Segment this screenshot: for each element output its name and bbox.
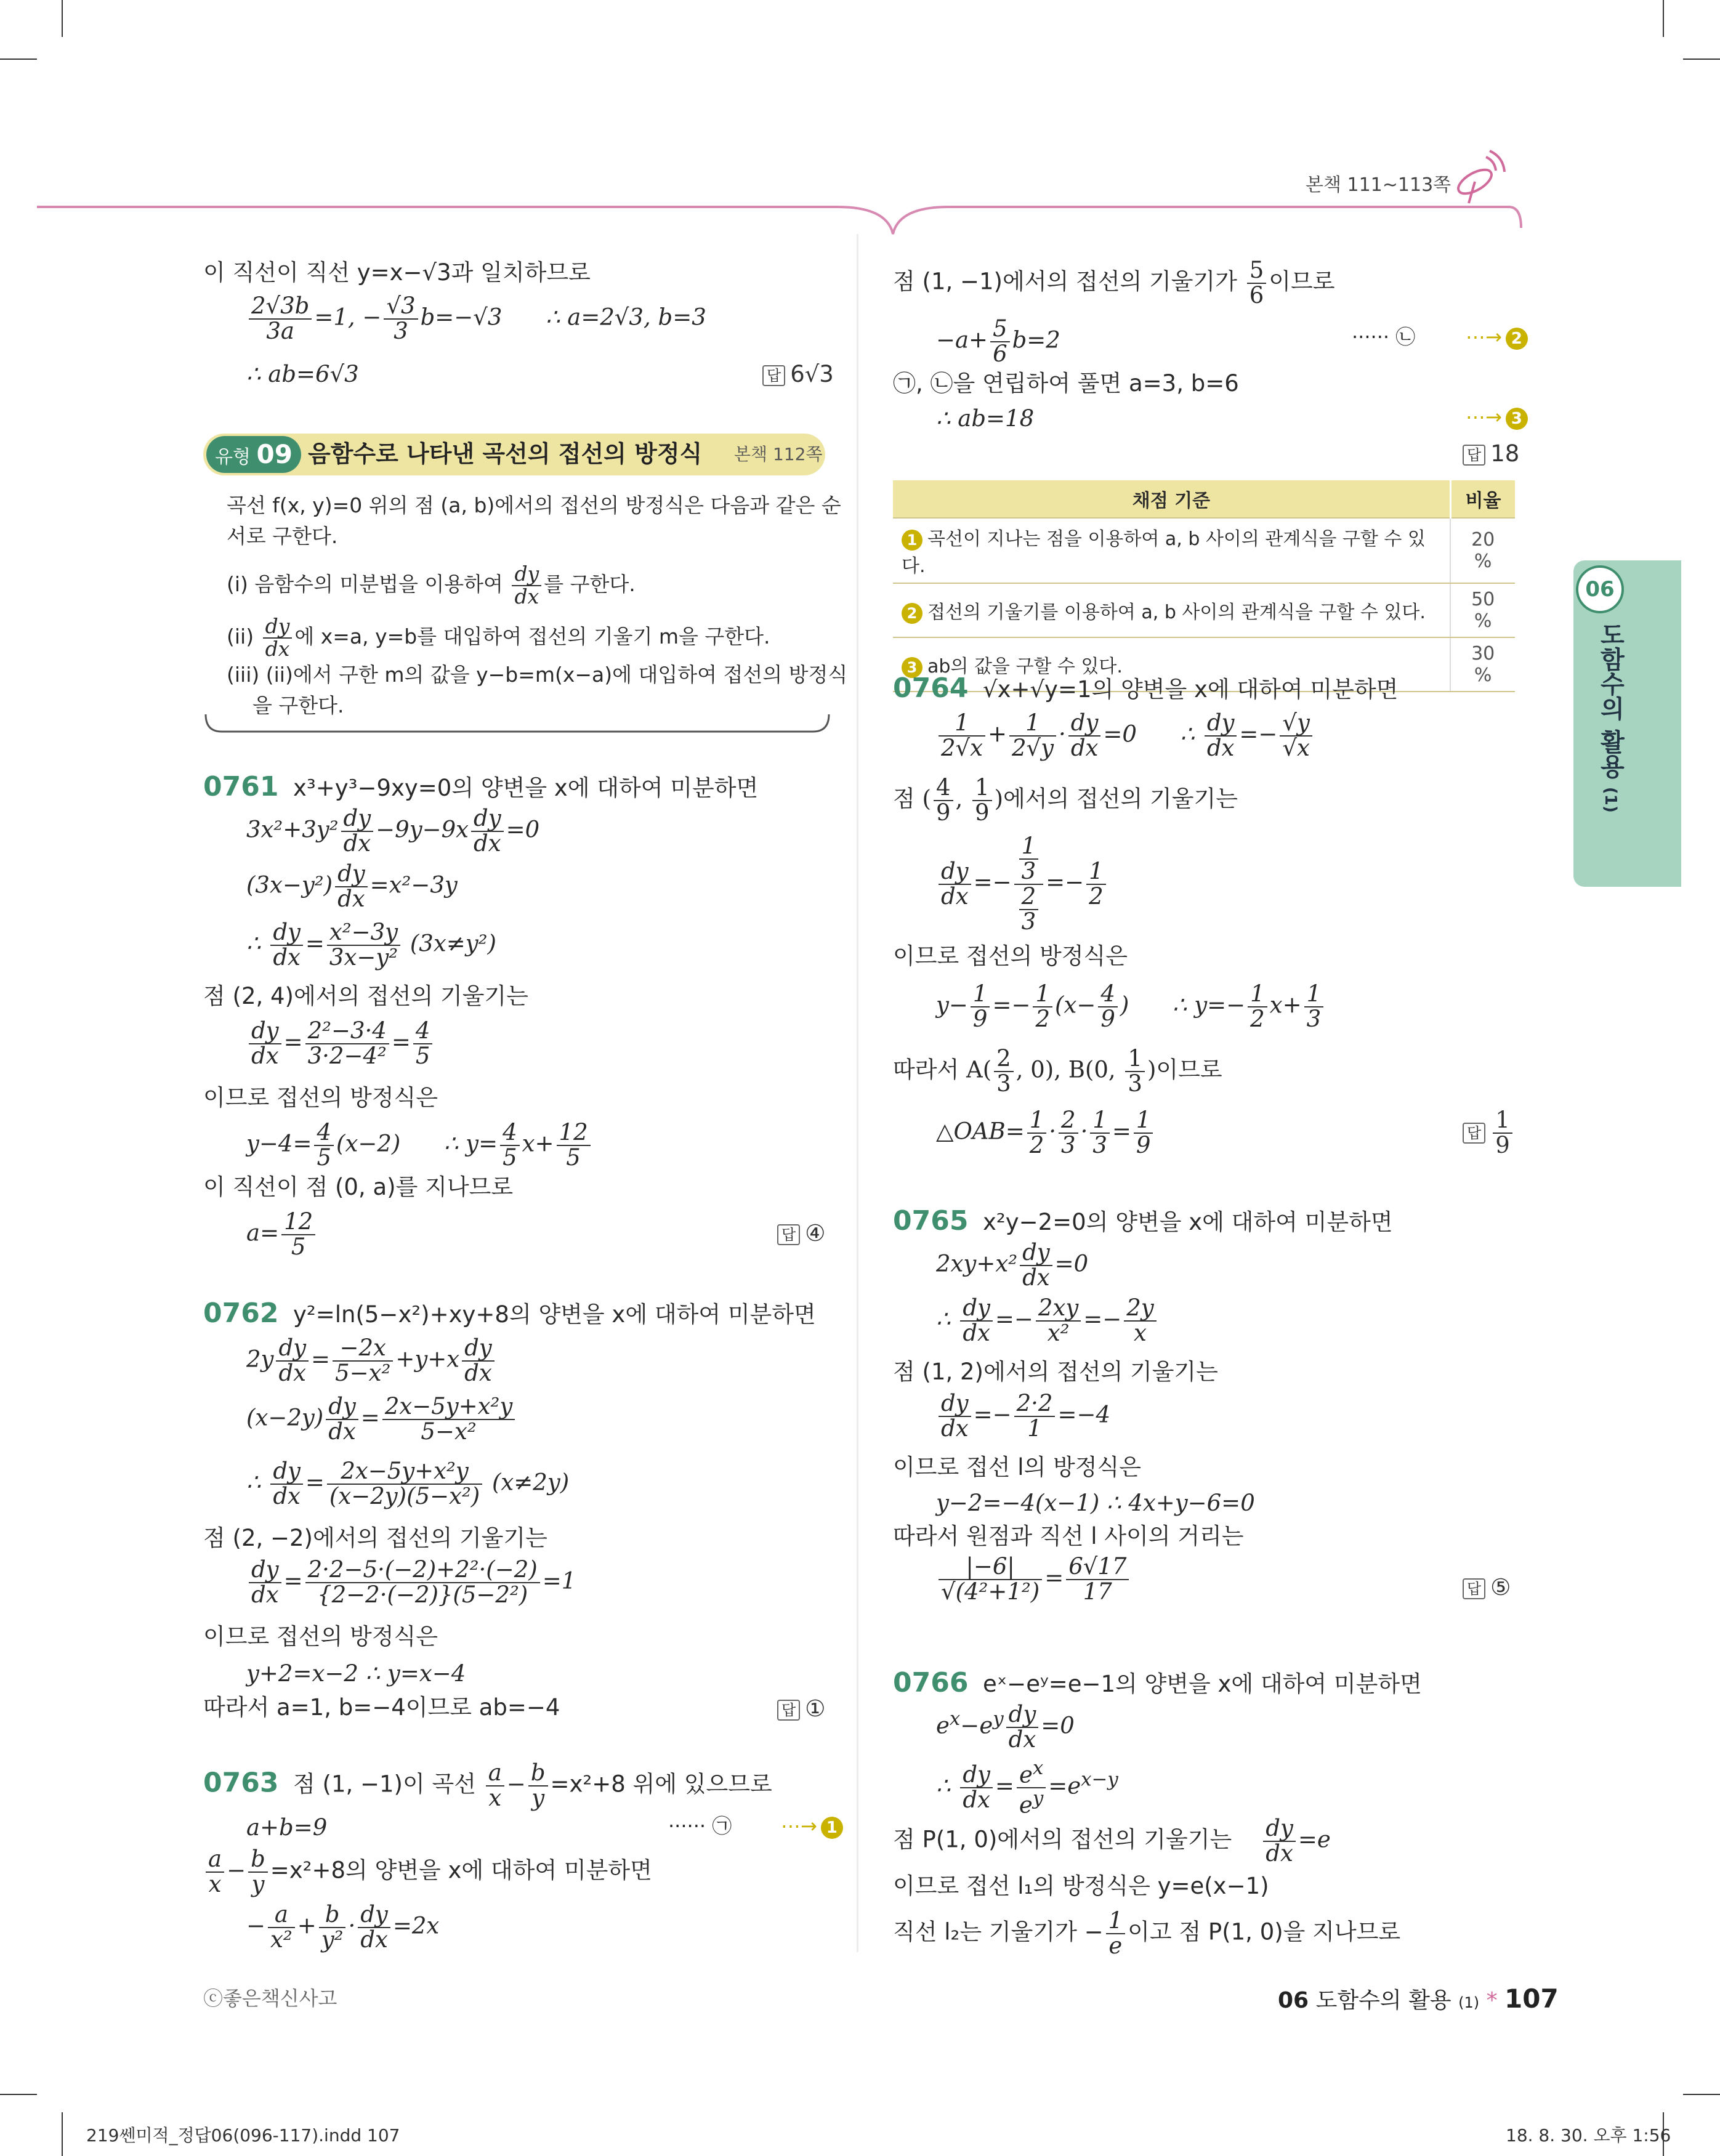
text-line: 직선 l₂는 기울기가 − $\frac{1}{e}$ 이고 점 P(1, 0)을 지나므로 — [893, 1907, 1401, 1959]
footer-chapter — [1278, 1983, 1559, 2016]
problem-text: √x+√y=1의 양변을 x에 대하여 미분하면 — [983, 676, 1399, 703]
problem-0761 — [203, 770, 758, 804]
problem-number: 0761 — [203, 771, 279, 802]
answer-mark: 답 ⑤ — [1463, 1573, 1511, 1602]
answer-mark: 답 $\frac{1}{9}$ — [1463, 1108, 1515, 1158]
answer-mark: 답 ④ — [777, 1219, 825, 1248]
equation-text: =2x — [392, 1912, 440, 1939]
equation-line: a= $\frac{12}{5}$ — [246, 1210, 318, 1259]
equation-line: $\frac{a}{x}$ − $\frac{b}{y}$ =x²+8의 양변을 x에 대하여 미분하면 — [203, 1847, 652, 1897]
type-number: 09 — [256, 439, 293, 469]
table-cell: 50 % — [1450, 583, 1515, 637]
table-cell: ab의 값을 구할 수 있다. — [927, 656, 1123, 677]
footer-chapter-number: 06 — [1278, 1988, 1309, 2013]
type-tag: 유형 — [215, 446, 251, 468]
equation-line: −a+ $\frac{5}{6}$ b=2 — [936, 315, 1060, 367]
text-part: 이고 점 P(1, 0)을 지나므로 — [1128, 1918, 1401, 1945]
text-line: 이 직선이 직선 y=x−√3과 일치하므로 — [203, 259, 591, 286]
text-part: 점 (1, −1)에서의 접선의 기울기가 — [893, 268, 1237, 295]
publisher: ⓒ좋은책신사고 — [203, 1987, 337, 2010]
table-header: 채점 기준 — [893, 480, 1450, 518]
equation-line: ∴ $\frac{dy}{dx}$ =− $\frac{2xy}{\text{x²}}$ =− $\frac{2y}{x}$ — [936, 1296, 1159, 1346]
equation-line: a+b=9 — [246, 1814, 328, 1841]
answer-value: ① — [805, 1695, 826, 1722]
box-text: (i) 음함수의 미분법을 이용하여 $\frac{dy}{dx}$ 를 구한다. — [227, 562, 636, 608]
text-line: 이므로 접선 l의 방정식은 — [893, 1454, 1141, 1480]
problem-number: 0763 — [203, 1767, 279, 1799]
text-line: 점 P(1, 0)에서의 접선의 기울기는 $\frac{dy}{dx}$ =e — [893, 1815, 1331, 1867]
equation-line: 2xy+x² $\frac{dy}{dx}$ =0 — [936, 1239, 1089, 1291]
text-line: 이므로 접선의 방정식은 — [203, 1084, 438, 1111]
crop-mark — [0, 2094, 37, 2095]
step-marker: ⋯→ 2 — [1466, 325, 1528, 350]
text-part: 점 P(1, 0)에서의 접선의 기울기는 — [893, 1826, 1232, 1853]
equation-line: $\frac{dy}{dx}$ = $\frac{\text{2²−3·4}}{\text{3·2−4²}}$ = $\frac{4}{5}$ — [246, 1019, 435, 1068]
equation-line: $\frac{dy}{dx}$ =− $\frac{2\cdot 2}{1}$ =−4 — [936, 1392, 1110, 1441]
text-line: 따라서 원점과 직선 l 사이의 거리는 — [893, 1523, 1244, 1549]
marker-dots: ······ ㉠ — [668, 1814, 732, 1838]
equation-line: y−2=−4(x−1) ∴ 4x+y−6=0 — [936, 1490, 1255, 1516]
box-bottom-rule — [203, 714, 831, 745]
equation-line: ∴ $\frac{dy}{dx}$ = $\frac{\text{x²−3y}}{\text{3x−y²}}$ (3x≠y²) — [246, 919, 496, 971]
equation-line: 3x²+3y² $\frac{dy}{dx}$ −9y−9x $\frac{dy}{dx}$ =0 — [246, 805, 540, 857]
type-title: 음함수로 나타낸 곡선의 접선의 방정식 — [308, 440, 703, 467]
footer-chapter-title: 도함수의 활용 — [1315, 1988, 1452, 2013]
text-line: 점 (2, −2)에서의 접선의 기울기는 — [203, 1525, 547, 1551]
table-cell: 접선의 기울기를 이용하여 a, b 사이의 관계식을 구할 수 있다. — [927, 602, 1426, 623]
equation-line: $e^x-e^y$ $\frac{dy}{dx}$ =0 — [936, 1701, 1075, 1753]
equation-line: 2y $\frac{dy}{dx}$ = $\frac{-2x}{\text{5−x²}}$ +y+x $\frac{dy}{dx}$ — [246, 1336, 497, 1386]
chapter-tab-label — [1593, 622, 1628, 813]
text-line: 이므로 접선 l₁의 방정식은 y=e(x−1) — [893, 1873, 1269, 1899]
answer-mark: 답 18 — [1463, 440, 1519, 468]
table-row: 3 ab의 값을 구할 수 있다. 30 % — [893, 637, 1515, 692]
crop-mark — [62, 2112, 63, 2156]
equation-line: $\frac{1}{2√x}$ + $\frac{1}{2√y}$ · $\frac{dy}{dx}$ =0 ∴ $\frac{dy}{dx}$ =− $\frac{√y}{√x}$ — [936, 711, 1315, 761]
text-line: 이 직선이 점 (0, a)를 지나므로 — [203, 1174, 514, 1200]
equation-line: (x−2y) $\frac{dy}{dx}$ = $\frac{\text{2x−5y+x²y}}{\text{5−x²}}$ — [246, 1395, 517, 1444]
equation-line: ∴ ab=6√3 — [246, 361, 359, 387]
text-line: 이므로 접선의 방정식은 — [203, 1623, 438, 1650]
crop-mark — [1683, 2094, 1720, 2095]
answer-mark: 답 6√3 — [762, 360, 834, 389]
equation-line: y+2=x−2 ∴ y=x−4 — [246, 1660, 466, 1687]
box-text-part: (ii) — [227, 624, 254, 649]
problem-number: 0766 — [893, 1667, 969, 1698]
equation-line: y− $\frac{1}{9}$ =− $\frac{1}{2}$ (x− $\frac{4}{9}$ ) ∴ y=− $\frac{1}{2}$ x+ $\frac{1}{3}$ — [936, 982, 1326, 1032]
equation-text: =x²+8의 양변을 x에 대하여 미분하면 — [270, 1857, 652, 1884]
page-number: 107 — [1504, 1984, 1559, 2014]
equation-text: −a+ — [936, 326, 988, 353]
equation-line: − $\frac{a}{\text{x²}}$ + $\frac{b}{\text{y²}}$ · $\frac{dy}{dx}$ =2x — [246, 1901, 440, 1953]
header-rule — [37, 197, 1527, 246]
box-text: 곡선 f(x, y)=0 위의 점 (a, b)에서의 접선의 방정식은 다음과 같은 순 — [227, 493, 841, 517]
box-text-part: 에 x=a, y=b를 대입하여 접선의 기울기 m을 구한다. — [294, 624, 770, 649]
problem-0765 — [893, 1204, 1393, 1238]
footer-chapter-sub: (1) — [1458, 1994, 1480, 2011]
text-line: ㉠, ㉡을 연립하여 풀면 a=3, b=6 — [893, 370, 1239, 397]
equation-line: $\frac{dy}{dx}$ =− $\frac{\frac{1}{3}}{\frac{2}{3}}$ =− $\frac{1}{2}$ — [936, 834, 1108, 934]
problem-text: 점 (1, −1)이 곡선 — [293, 1770, 476, 1798]
text-line: 점 ( $\frac{4}{9}$ , $\frac{1}{9}$ )에서의 접선의 기울기는 — [893, 774, 1238, 826]
slug-filename: 219쎈미적_정답06(096-117).indd 107 — [86, 2125, 400, 2146]
text-line: 따라서 A( $\frac{2}{3}$ , 0), B(0, $\frac{1}{3}$ )이므로 — [893, 1045, 1222, 1097]
equation-line: ∴ ab=18 — [936, 405, 1035, 432]
problem-text: y²=ln(5−x²)+xy+8의 양변을 x에 대하여 미분하면 — [293, 1301, 816, 1328]
footer-star: * — [1486, 1988, 1498, 2013]
answer-value: 6√3 — [790, 361, 834, 387]
text-line: 점 (1, 2)에서의 접선의 기울기는 — [893, 1359, 1218, 1385]
table-header: 비율 — [1450, 480, 1515, 518]
equation-line: (3x−y²) $\frac{dy}{dx}$ =x²−3y — [246, 860, 458, 912]
equation-line: $\frac{|-6|}{\text{√(4²+1²)}}$ = $\frac{6√17}{17}$ — [936, 1555, 1131, 1604]
text-line: 따라서 a=1, b=−4이므로 ab=−4 — [203, 1694, 560, 1721]
type-reference: 본책 112쪽 — [734, 444, 823, 464]
equation-line: $\frac{2√3b}{3a}$ =1, − $\frac{√3}{3}$ b=−√3 ∴ a=2√3, b=3 — [246, 294, 706, 344]
grading-table — [893, 480, 1515, 692]
problem-0766 — [893, 1666, 1422, 1700]
text-line: 이므로 접선의 방정식은 — [893, 943, 1128, 969]
marker-dots: ······ ㉡ — [1352, 325, 1416, 349]
table-row: 1 곡선이 지나는 점을 이용하여 a, b 사이의 관계식을 구할 수 있다. 20 % — [893, 518, 1515, 583]
box-text: 서로 구한다. — [227, 524, 338, 548]
box-text-part: (i) 음함수의 미분법을 이용하여 — [227, 572, 503, 597]
table-cell: 30 % — [1450, 637, 1515, 692]
slug-date: 18. 8. 30. 오후 1:56 — [1506, 2125, 1671, 2146]
crop-mark — [0, 59, 37, 60]
problem-text: x³+y³−9xy=0의 양변을 x에 대하여 미분하면 — [293, 775, 759, 801]
type-badge — [206, 436, 301, 473]
equation-line: $\frac{dy}{dx}$ = $\frac{\text{2·2−5·(−2)+2²·(−2)}}{\text{\{2−2·(−2)\}(5−2²)}}$ =1 — [246, 1558, 576, 1607]
text-line: 점 (1, −1)에서의 접선의 기울기가 $\frac{5}{6}$ 이므로 — [893, 257, 1335, 309]
box-text: 을 구한다. — [252, 693, 344, 717]
answer-mark: 답 ① — [777, 1695, 825, 1723]
text-part: 직선 l₂는 기울기가 − — [893, 1918, 1104, 1945]
equation-line: ∴ $\frac{dy}{dx}$ = $\frac{e^x}{e^y}$ $=e^{x-y}$ — [936, 1757, 1118, 1819]
chapter-tab-number: 06 — [1576, 565, 1624, 613]
box-text-part: 를 구한다. — [544, 572, 636, 597]
problem-number: 0764 — [893, 672, 969, 704]
problem-number: 0762 — [203, 1298, 279, 1329]
equation-text: b=2 — [1012, 326, 1060, 353]
problem-0763: 0763 점 (1, −1)이 곡선 $\frac{a}{x}$ − $\frac{b}{y}$ =x²+8 위에 있으므로 — [203, 1759, 772, 1811]
chapter-tab-sub: (1) — [1601, 786, 1620, 813]
table-row: 2 접선의 기울기를 이용하여 a, b 사이의 관계식을 구할 수 있다. 50 % — [893, 583, 1515, 637]
table-cell: 곡선이 지나는 점을 이용하여 a, b 사이의 관계식을 구할 수 있다. — [902, 528, 1426, 577]
column-divider — [857, 234, 858, 1952]
box-text: (ii) $\frac{dy}{dx}$ 에 x=a, y=b를 대입하여 접선의 기울기 m을 구한다. — [227, 614, 770, 661]
box-text: (iii) (ii)에서 구한 m의 값을 y−b=m(x−a)에 대입하여 접선의 방정식 — [227, 663, 848, 687]
problem-text: eˣ−eʸ=e−1의 양변을 x에 대하여 미분하면 — [983, 1671, 1422, 1697]
text-part: 이므로 — [1269, 268, 1335, 295]
page-reference: 본책 111~113쪽 — [1306, 174, 1452, 196]
problem-text: x²y−2=0의 양변을 x에 대하여 미분하면 — [983, 1209, 1393, 1235]
crop-mark — [62, 0, 63, 37]
answer-value: ⑤ — [1490, 1574, 1511, 1601]
problem-0762 — [203, 1296, 816, 1330]
chapter-tab-title: 도함수의 활용 — [1596, 622, 1625, 778]
problem-0764 — [893, 671, 1398, 705]
problem-text: =x²+8 위에 있으므로 — [550, 1770, 772, 1798]
text-part: 이므로 — [1156, 1056, 1222, 1083]
equation-line: y−4= $\frac{4}{5}$ (x−2) ∴ y= $\frac{4}{5}$ x+ $\frac{12}{5}$ — [246, 1121, 593, 1170]
equation-line: △OAB= $\frac{1}{2}$ · $\frac{2}{3}$ · $\frac{1}{3}$ = $\frac{1}{9}$ — [936, 1108, 1155, 1158]
table-cell: 20 % — [1450, 518, 1515, 583]
problem-number: 0765 — [893, 1205, 969, 1237]
equation-line: ∴ $\frac{dy}{dx}$ = $\frac{\text{2x−5y+x²y}}{\text{(x−2y)(5−x²)}}$ (x≠2y) — [246, 1458, 570, 1509]
text-part: 에서의 접선의 기울기는 — [1003, 785, 1238, 812]
step-marker: ⋯→ 3 — [1466, 405, 1528, 430]
chapter-tab[interactable] — [1573, 560, 1681, 887]
step-marker: ⋯→ 1 — [781, 1814, 843, 1839]
text-line: 점 (2, 4)에서의 접선의 기울기는 — [203, 983, 528, 1009]
answer-value: 18 — [1490, 440, 1520, 467]
answer-value: ④ — [805, 1220, 826, 1246]
crop-mark — [1683, 59, 1720, 60]
crop-mark — [1663, 0, 1664, 37]
